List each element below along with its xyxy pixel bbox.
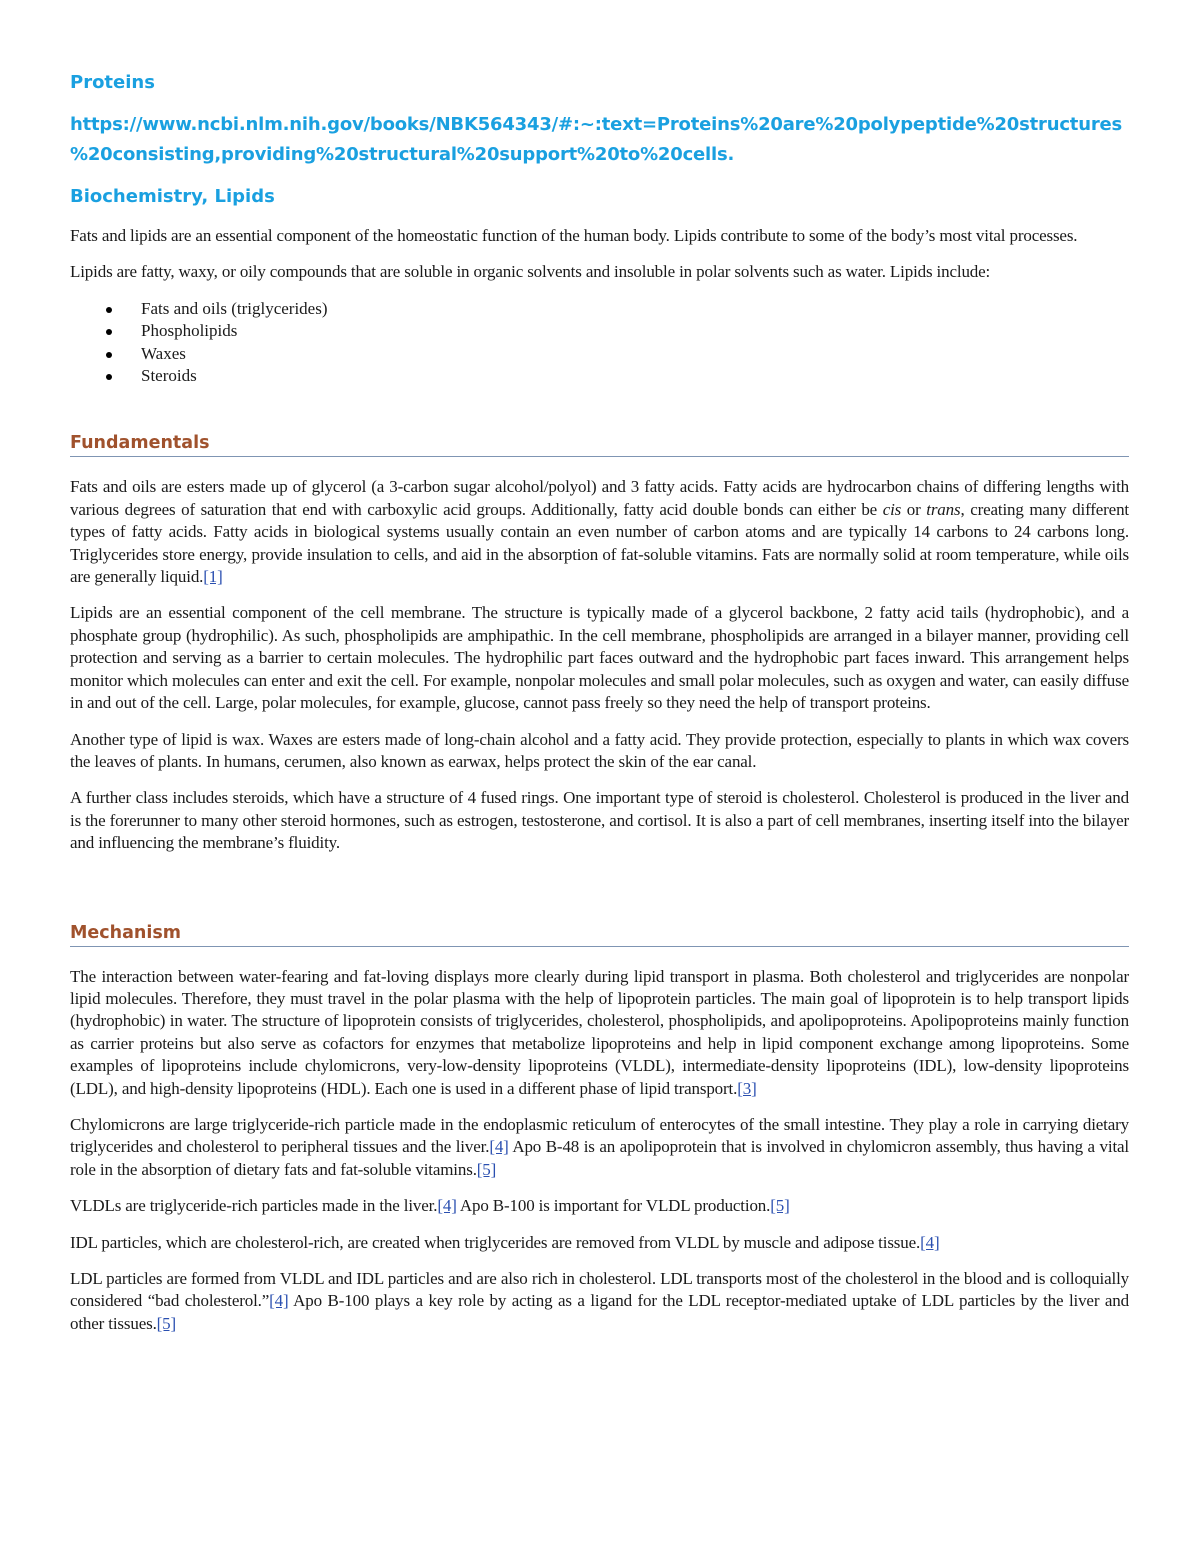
mechanism-paragraph-4: IDL particles, which are cholesterol-rich, are created when triglycerides are removed from VLDL by muscle and adipose tissue.[4] [70, 1232, 940, 1252]
mechanism-paragraph-2: Chylomicrons are large triglyceride-rich particle made in the endoplasmic reticulum of enterocytes of the small intestine. They play a role in carrying dietary triglycerides and cholesterol to peripheral tissues and the liver.[4] Apo B-48 is an apolipoprotein that is involved in chylomicron assembly, thus having a vital role in the absorption of dietary fats and fat-soluble vitamins.[5] [70, 1114, 1129, 1179]
fundamentals-paragraph-2: Lipids are an essential component of the cell membrane. The structure is typically made of a glycerol backbone, 2 fatty acid tails (hydrophobic), and a phosphate group (hydrophilic). As such, phospholipids are amphipathic. In the cell membrane, phospholipids are arranged in a bilayer manner, providing cell protection and serving as a barrier to certain molecules. The hydrophilic part faces outward and the hydrophobic part faces inward. This arrangement helps monitor which molecules can enter and exit the cell. For example, nonpolar molecules and small polar molecules, such as oxygen and water, can easily diffuse in and out of the cell. Large, polar molecules, for example, glucose, cannot pass freely so they need the help of transport proteins. [70, 603, 1129, 713]
mechanism-paragraph-1: The interaction between water-fearing and fat-loving displays more clearly during lipid transport in plasma. Both cholesterol and triglycerides are nonpolar lipid molecules. Therefore, they must travel in the polar plasma with the help of lipoprotein particles. The main goal of lipoprotein is to help transport lipids (hydrophobic) in water. The structure of lipoprotein consists of triglycerides, cholesterol, phospholipids, and apolipoproteins. Apolipoproteins mainly function as carrier proteins but also serve as cofactors for enzymes that metabolize lipoproteins and help in lipid component exchange among lipoproteins. Some examples of lipoproteins include chylomicrons, very-low-density lipoproteins (VLDL), intermediate-density lipoproteins (IDL), low-density lipoproteins (LDL), and high-density lipoproteins (HDL). Each one is used in a different phase of lipid transport.[3] [70, 966, 1129, 1098]
reference-link-4[interactable]: [4] [489, 1137, 509, 1157]
list-item: Steroids [70, 365, 1129, 387]
mechanism-paragraph-5: LDL particles are formed from VLDL and IDL particles and are also rich in cholesterol. LDL transports most of the cholesterol in the blood and is colloquially considered “bad cholesterol.”[4] Apo B-100 plays a key role by acting as a ligand for the LDL receptor-mediated uptake of LDL particles by the liver and other tissues.[5] [70, 1269, 1129, 1333]
fundamentals-paragraph-4: A further class includes steroids, which have a structure of 4 fused rings. One important type of steroid is cholesterol. Cholesterol is produced in the liver and is the forerunner to many other steroid hormones, such as estrogen, testosterone, and cortisol. It is also a part of cell membranes, inserting itself into the bilayer and influencing the membrane’s fluidity. [70, 788, 1129, 853]
list-item: Fats and oils (triglycerides) [70, 298, 1129, 320]
fundamentals-paragraph-1: Fats and oils are esters made up of glycerol (a 3-carbon sugar alcohol/polyol) and 3 fatty acids. Fatty acids are hydrocarbon chains of differing lengths with various degrees of saturation that end with carboxylic acid groups. Additionally, fatty acid double bonds can either be cis or trans, creating many different types of fatty acids. Fatty acids in biological systems usually contain an even number of carbon atoms and are typically 14 carbons to 24 carbons long. Triglycerides store energy, provide insulation to cells, and aid in the absorption of fat-soluble vitamins. Fats are normally solid at room temperature, while oils are generally liquid.[1] [70, 477, 1130, 587]
trans-term: trans [926, 499, 961, 519]
proteins-url-line-1[interactable]: https://www.ncbi.nlm.nih.gov/books/NBK564343/#:~:text=Proteins%20are%20polypeptide%20structures [70, 114, 1123, 135]
bullet-icon [106, 352, 112, 358]
lipid-types-list [70, 298, 1129, 388]
reference-link-5[interactable]: [5] [156, 1313, 177, 1333]
reference-link-3[interactable]: [3] [737, 1078, 757, 1098]
reference-link-4[interactable]: [4] [437, 1196, 457, 1216]
bullet-icon [106, 329, 112, 335]
bullet-icon [106, 374, 112, 380]
proteins-url[interactable] [70, 110, 1129, 170]
lipids-intro-paragraph-1: Fats and lipids are an essential component of the homeostatic function of the human body. Lipids contribute to some of the body’s most vital processes. [70, 226, 1078, 245]
reference-link-4[interactable]: [4] [269, 1291, 289, 1311]
proteins-url-line-2[interactable]: %20consisting,providing%20structural%20support%20to%20cells. [70, 144, 735, 165]
list-item: Phospholipids [70, 320, 1129, 342]
lipids-intro-paragraph-2: Lipids are fatty, waxy, or oily compounds that are soluble in organic solvents and insoluble in polar solvents such as water. Lipids include: [70, 262, 991, 282]
reference-link-1[interactable]: [1] [203, 567, 223, 587]
section-spacer [70, 869, 1129, 923]
reference-link-5[interactable]: [5] [476, 1159, 497, 1179]
reference-link-4[interactable]: [4] [920, 1232, 940, 1252]
list-item: Waxes [70, 343, 1129, 365]
lipids-heading: Biochemistry, Lipids [70, 186, 275, 207]
reference-link-5[interactable]: [5] [770, 1196, 790, 1216]
bullet-icon [106, 307, 112, 313]
proteins-heading: Proteins [70, 72, 155, 93]
cis-term: cis [882, 499, 902, 519]
mechanism-paragraph-3: VLDLs are triglyceride-rich particles made in the liver.[4] Apo B-100 is important for VLDL production.[5] [70, 1196, 790, 1216]
fundamentals-heading: Fundamentals [70, 433, 1129, 457]
document-content [70, 72, 1129, 1349]
fundamentals-paragraph-3: Another type of lipid is wax. Waxes are esters made of long-chain alcohol and a fatty acid. They provide protection, especially to plants in which wax covers the leaves of plants. In humans, cerumen, also known as earwax, helps protect the skin of the ear canal. [70, 729, 1129, 771]
mechanism-heading: Mechanism [70, 923, 1129, 947]
